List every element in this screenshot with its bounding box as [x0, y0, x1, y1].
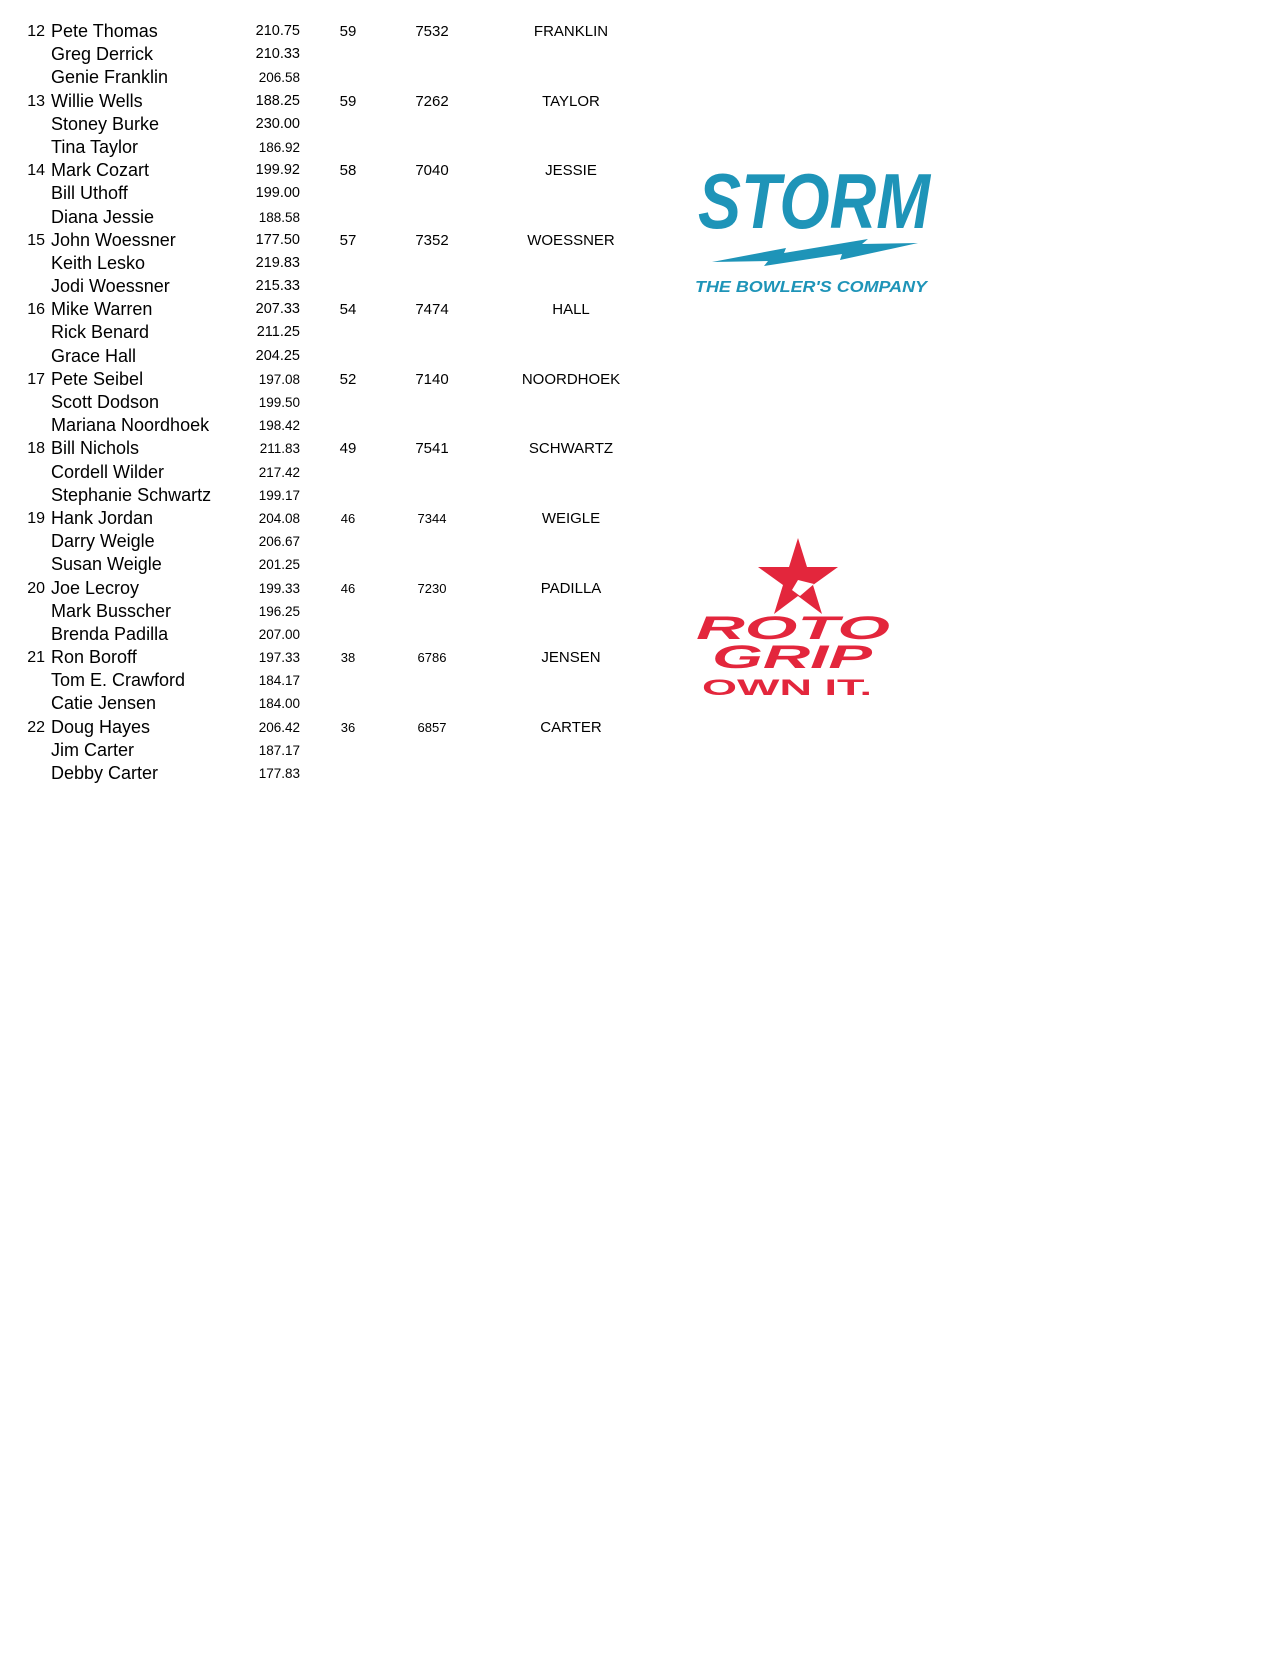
- bowler-name: Stephanie Schwartz: [51, 484, 212, 505]
- bowler-average: 184.00: [258, 696, 300, 712]
- team-member-row: [0, 553, 640, 576]
- team-points: 58: [339, 162, 357, 180]
- team-points: 49: [339, 440, 357, 458]
- bowler-name: Tom E. Crawford: [51, 670, 186, 691]
- team-member-row: [0, 275, 640, 298]
- bowler-average: 186.92: [258, 139, 300, 155]
- team-rank: 22: [27, 718, 45, 736]
- bowler-average: 184.17: [258, 673, 300, 689]
- team-pins: 7230: [417, 580, 447, 596]
- team-pins: 7344: [417, 510, 447, 526]
- team-member-row: [0, 136, 640, 159]
- team-rank: 15: [27, 231, 45, 249]
- team-pins: 7532: [415, 23, 449, 40]
- team-name: JENSEN: [541, 649, 601, 667]
- roto-wordmark: ROTO: [696, 610, 891, 646]
- team-points: 46: [340, 580, 356, 596]
- team-pins: 7040: [415, 162, 449, 180]
- bowler-name: Willie Wells: [51, 90, 143, 111]
- team-name: CARTER: [540, 718, 602, 736]
- team-pins: 7262: [415, 92, 449, 110]
- team-pins: 6786: [417, 650, 447, 666]
- bowler-name: Mariana Noordhoek: [51, 415, 210, 436]
- team-name: PADILLA: [540, 579, 602, 597]
- team-lead-row: [0, 229, 640, 252]
- team-rank: 18: [27, 440, 45, 458]
- bowler-average: 188.58: [258, 209, 300, 225]
- bowler-average: 198.42: [258, 418, 300, 434]
- bowler-name: Mark Cozart: [51, 160, 150, 181]
- team-pins: 7541: [415, 440, 449, 458]
- team-lead-row: [0, 298, 640, 321]
- team-rank: 19: [27, 509, 45, 527]
- bowler-average: 188.25: [255, 92, 300, 109]
- team-member-row: [0, 345, 640, 368]
- team-name: HALL: [552, 301, 590, 319]
- bowler-average: 177.83: [258, 766, 300, 781]
- bowler-average: 210.33: [255, 46, 300, 63]
- team-name: WEIGLE: [541, 509, 601, 527]
- team-points: 36: [340, 719, 356, 735]
- team-points: 52: [339, 370, 357, 388]
- team-member-row: [0, 414, 640, 437]
- team-rank: 21: [27, 649, 45, 667]
- team-name: TAYLOR: [542, 92, 600, 110]
- team-pins: 7140: [415, 370, 449, 388]
- bowler-name: Keith Lesko: [51, 252, 146, 273]
- bowler-name: Greg Derrick: [51, 44, 154, 65]
- team-rank: 20: [27, 579, 45, 597]
- team-member-row: [0, 461, 640, 484]
- bowler-average: 207.00: [258, 626, 300, 642]
- team-member-row: [0, 66, 640, 89]
- team-name: JESSIE: [545, 162, 597, 180]
- bowler-average: 204.25: [255, 347, 300, 364]
- team-rank: 17: [27, 370, 45, 388]
- bowler-average: 210.75: [255, 23, 300, 39]
- team-member-row: [0, 600, 640, 623]
- team-lead-row: [0, 507, 640, 530]
- bowler-name: Grace Hall: [51, 345, 137, 366]
- team-points: 59: [339, 23, 357, 40]
- bowler-average: 199.00: [255, 185, 300, 202]
- roto-grip-logo: [688, 538, 908, 698]
- bowler-name: Pete Thomas: [51, 21, 158, 41]
- team-member-row: [0, 206, 640, 229]
- bowler-name: Pete Seibel: [51, 368, 144, 389]
- team-member-row: [0, 530, 640, 553]
- bowler-name: Stoney Burke: [51, 113, 160, 134]
- team-member-row: [0, 321, 640, 344]
- bowler-name: Mike Warren: [51, 299, 153, 320]
- bowler-average: 206.42: [258, 719, 300, 735]
- team-points: 59: [339, 92, 357, 110]
- storm-wordmark: STORM: [698, 157, 932, 245]
- team-pins: 7352: [415, 231, 449, 249]
- team-name: NOORDHOEK: [521, 370, 621, 388]
- bowler-average: 197.08: [258, 371, 300, 387]
- bowler-name: Genie Franklin: [51, 67, 169, 88]
- bowler-name: Ron Boroff: [51, 647, 137, 668]
- team-member-row: [0, 739, 640, 762]
- bowler-name: Tina Taylor: [51, 136, 139, 157]
- bowler-average: 199.50: [258, 395, 300, 410]
- team-member-row: [0, 182, 640, 205]
- team-points: 46: [340, 510, 356, 526]
- bowler-average: 196.25: [258, 603, 300, 619]
- bowler-name: Scott Dodson: [51, 392, 160, 412]
- team-rank: 12: [27, 23, 45, 40]
- team-points: 54: [339, 301, 357, 319]
- bowler-name: Doug Hayes: [51, 716, 151, 737]
- team-lead-row: [0, 90, 640, 113]
- bowler-average: 207.33: [255, 301, 300, 318]
- team-member-row: [0, 43, 640, 66]
- bowler-name: Joe Lecroy: [51, 577, 140, 598]
- storm-logo: [690, 150, 950, 300]
- bowler-average: 201.25: [258, 557, 300, 573]
- bowler-name: Hank Jordan: [51, 507, 154, 528]
- standings-table: [0, 20, 640, 785]
- bowler-average: 199.92: [255, 162, 300, 179]
- team-name: FRANKLIN: [533, 23, 609, 40]
- bowler-average: 187.17: [258, 742, 300, 758]
- team-lead-row: [0, 20, 640, 43]
- storm-tagline: THE BOWLER'S COMPANY: [695, 279, 929, 296]
- team-member-row: [0, 113, 640, 136]
- team-lead-row: [0, 159, 640, 182]
- team-rank: 14: [27, 162, 45, 180]
- bowler-name: Darry Weigle: [51, 531, 155, 552]
- bowler-name: Cordell Wilder: [51, 461, 165, 482]
- team-lead-row: [0, 646, 640, 669]
- bowler-name: Catie Jensen: [51, 693, 157, 714]
- team-pins: 7474: [415, 301, 449, 319]
- team-lead-row: [0, 577, 640, 600]
- bowler-name: Jodi Woessner: [51, 276, 170, 297]
- team-name: SCHWARTZ: [528, 440, 614, 458]
- star-icon: [758, 538, 838, 614]
- bowler-name: Mark Busscher: [51, 600, 172, 621]
- roto-tagline: OWN IT.: [702, 675, 872, 700]
- bowler-name: Rick Benard: [51, 322, 150, 343]
- team-pins: 6857: [417, 719, 447, 735]
- team-member-row: [0, 484, 640, 507]
- bowler-average: 230.00: [255, 115, 300, 132]
- bowler-average: 217.42: [258, 464, 300, 480]
- team-member-row: [0, 762, 640, 785]
- bowler-average: 219.83: [255, 254, 300, 271]
- bowler-name: Brenda Padilla: [51, 623, 169, 644]
- team-lead-row: [0, 437, 640, 460]
- team-rank: 16: [27, 301, 45, 319]
- bowler-average: 206.58: [258, 70, 300, 86]
- team-name: WOESSNER: [527, 231, 615, 249]
- bowler-average: 199.17: [258, 487, 300, 503]
- team-lead-row: [0, 716, 640, 739]
- bowler-name: Bill Nichols: [51, 438, 140, 459]
- bowler-average: 211.83: [259, 441, 300, 457]
- bowler-name: Susan Weigle: [51, 554, 162, 575]
- bowler-name: Bill Uthoff: [51, 183, 128, 204]
- bowler-average: 204.08: [258, 510, 300, 526]
- bowler-name: Jim Carter: [51, 739, 135, 760]
- bowler-average: 211.25: [256, 324, 300, 341]
- bowler-average: 177.50: [255, 231, 300, 248]
- bowler-average: 197.33: [258, 650, 300, 666]
- bowler-average: 199.33: [258, 580, 300, 596]
- bowler-average: 206.67: [258, 534, 300, 550]
- team-lead-row: [0, 368, 640, 391]
- team-member-row: [0, 669, 640, 692]
- team-member-row: [0, 623, 640, 646]
- bowler-name: Diana Jessie: [51, 206, 155, 227]
- grip-wordmark: GRIP: [712, 639, 874, 675]
- team-points: 38: [340, 650, 356, 666]
- bowler-name: Debby Carter: [51, 763, 159, 783]
- team-points: 57: [339, 231, 357, 249]
- team-rank: 13: [27, 92, 45, 110]
- bowler-name: John Woessner: [51, 229, 176, 250]
- team-member-row: [0, 692, 640, 715]
- bowler-average: 215.33: [255, 278, 300, 295]
- team-member-row: [0, 252, 640, 275]
- team-member-row: [0, 391, 640, 414]
